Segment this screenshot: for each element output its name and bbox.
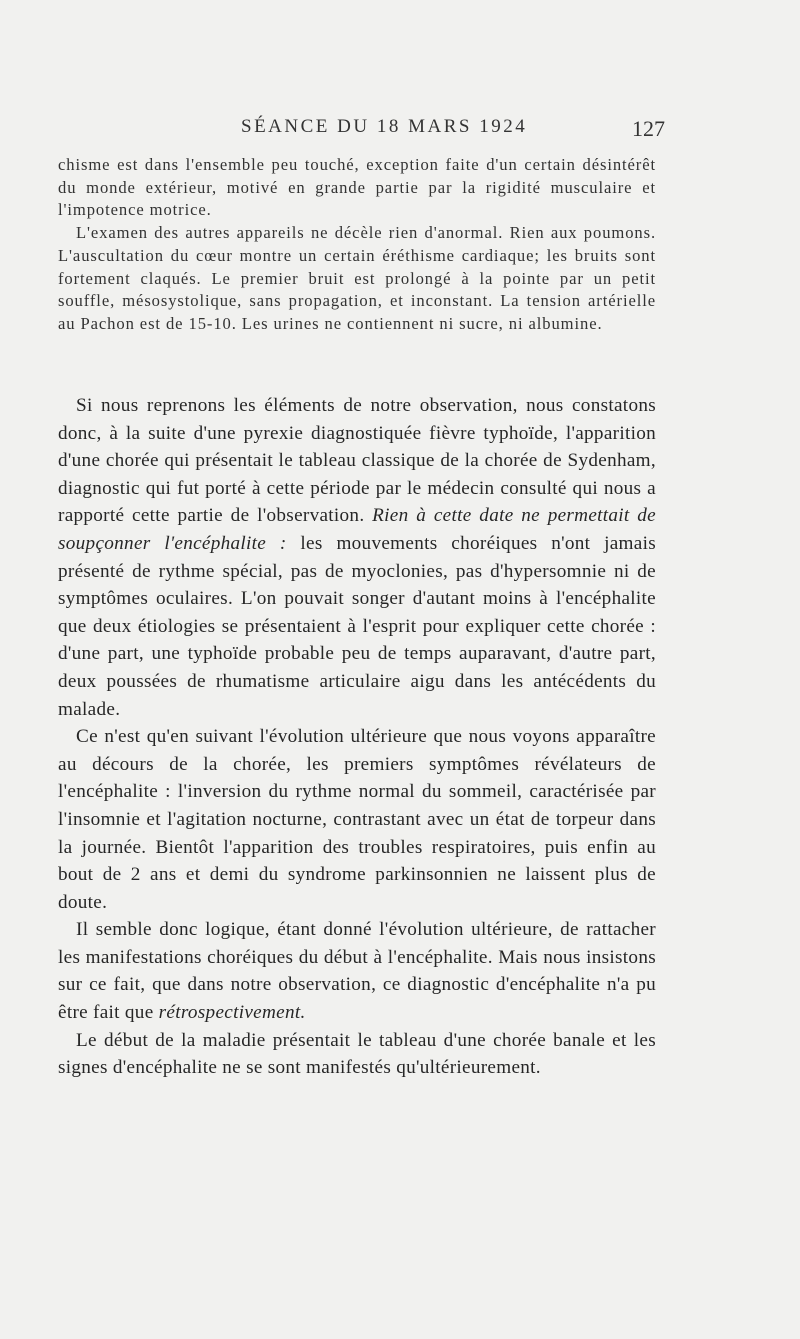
running-header — [58, 116, 665, 146]
italic-text: rétrospectivement. — [158, 1002, 306, 1024]
small-paragraph: L'examen des autres appareils ne décèle rien d'anormal. Rien aux poumons. L'auscultation du cœur montre un certain éréthisme cardiaque; les bruits sont fortement claqués. Le premier bruit est prolongé à la pointe par un petit souffle, mésosystolique, sans propagation, et inconstant. La tension artérielle au Pachon est de 15-10. Les urines ne contiennent ni sucre, ni albumine. — [58, 223, 656, 333]
paragraph-text: les mouvements choréiques n'ont jamais présenté de rythme spécial, pas de myoclonies, pas d'hypersomnie ni de symptômes oculaires. L'on pouvait songer d'autant moins à l'encéphalite que deux étiologies se présentaient à l'esprit pour expliquer cette chorée : d'une part, une typhoïde probable peu de temps auparavant, d'autre part, deux poussées de rhumatisme articulaire aigu dans les antécédents du malade. — [58, 532, 656, 720]
page-number: 127 — [632, 116, 665, 141]
italic-text: Rien à cette date ne permettait de soupçonner l'encéphalite : — [58, 505, 656, 554]
paragraph-3 — [58, 916, 656, 1026]
small-paragraph: chisme est dans l'ensemble peu touché, exception faite d'un certain désintérêt du monde extérieur, motivé en grande partie par la rigidité musculaire et l'impotence motrice. — [58, 155, 656, 220]
paragraph-4: Le début de la maladie présentait le tableau d'une chorée banale et les signes d'encéphalite ne se sont manifestés qu'ultérieurement. — [58, 1029, 656, 1079]
paragraph-1 — [58, 392, 656, 723]
paragraph-2: Ce n'est qu'en suivant l'évolution ultérieure que nous voyons apparaître au décours de la chorée, les premiers symptômes révélateurs de l'encéphalite : l'inversion du rythme normal du sommeil, caractérisée par l'insomnie et l'agitation nocturne, contrastant avec un état de torpeur dans la journée. Bientôt l'apparition des troubles respiratoires, puis enfin au bout de 2 ans et demi du syndrome parkinsonnien ne laissent plus de doute. — [58, 726, 656, 913]
discussion-text — [58, 392, 656, 1082]
paragraph-text: Il semble donc logique, étant donné l'évolution ultérieure, de rattacher les manifestations choréiques du début à l'encéphalite. Mais nous insistons sur ce fait, que dans notre observation, ce diagnostic d'encéphalite n'a pu être fait que — [58, 919, 656, 1024]
paragraph-text: Si nous reprenons les éléments de notre observation, nous constatons donc, à la suite d'une pyrexie diagnostiquée fièvre typhoïde, l'apparition d'une chorée qui présentait le tableau classique de la chorée de Sydenham, diagnostic qui fut porté à cette période par le médecin consulté qui nous a rapporté cette partie de l'observation. — [58, 395, 656, 527]
case-report-text — [58, 154, 656, 336]
header-title: SÉANCE DU 18 MARS 1924 — [241, 116, 528, 137]
